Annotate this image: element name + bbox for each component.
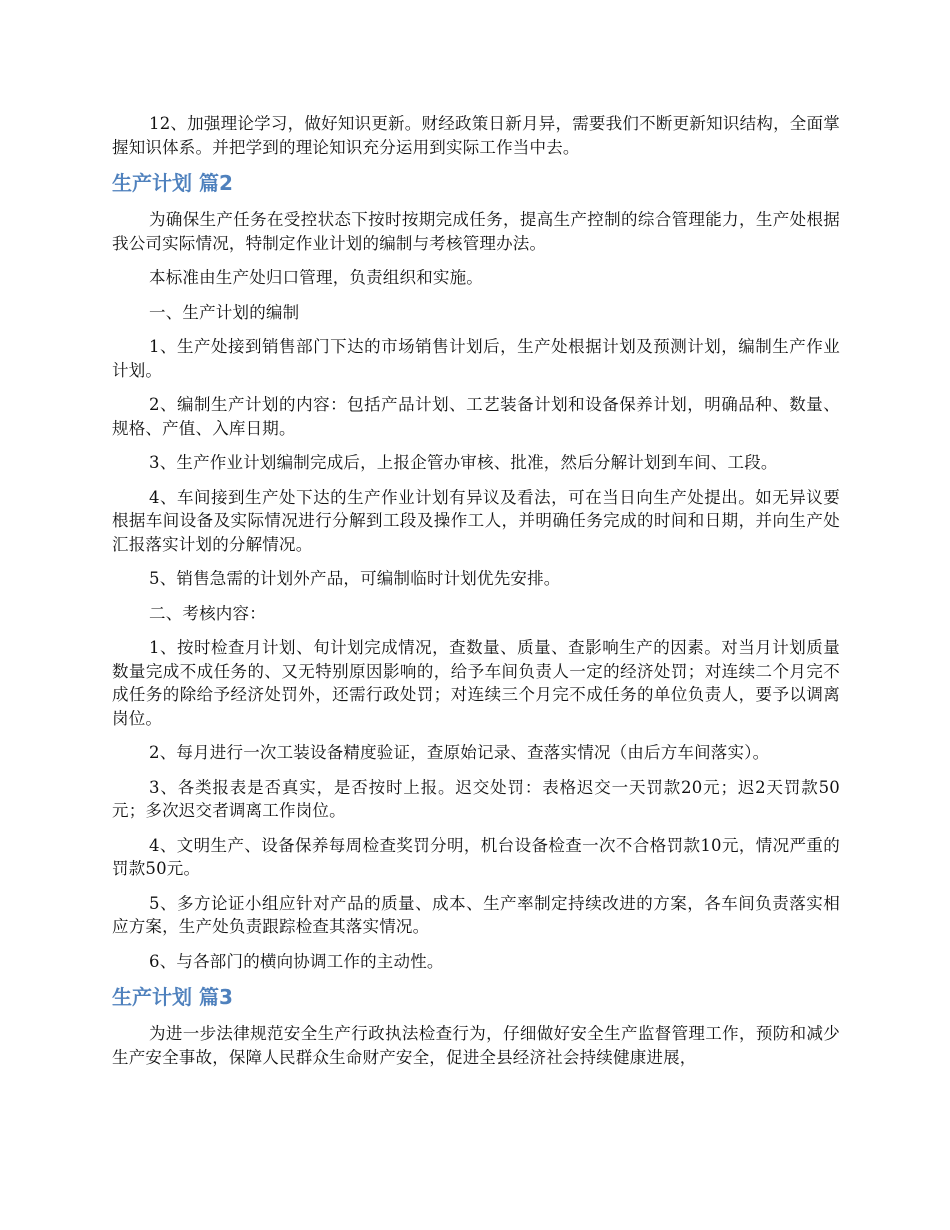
paragraph: 为进一步法律规范安全生产行政执法检查行为，仔细做好安全生产监督管理工作，预防和减少生产安全事故，保障人民群众生命财产安全，促进全县经济社会持续健康进展，	[112, 1024, 840, 1067]
paragraph: 为确保生产任务在受控状态下按时按期完成任务，提高生产控制的综合管理能力，生产处根据我公司实际情况，特制定作业计划的编制与考核管理办法。	[112, 210, 840, 253]
paragraph: 4、文明生产、设备保养每周检查奖罚分明，机台设备检查一次不合格罚款10元，情况严重的罚款50元。	[112, 835, 840, 878]
paragraph: 6、与各部门的横向协调工作的主动性。	[149, 951, 444, 971]
paragraph: 2、编制生产计划的内容：包括产品计划、工艺装备计划和设备保养计划，明确品种、数量、规格、产值、入库日期。	[112, 395, 840, 438]
paragraph: 本标准由生产处归口管理，负责组织和实施。	[149, 268, 483, 287]
section-heading: 生产计划 篇2	[112, 171, 233, 195]
paragraph: 5、销售急需的计划外产品，可编制临时计划优先安排。	[149, 569, 561, 588]
paragraph: 3、各类报表是否真实，是否按时上报。迟交处罚：表格迟交一天罚款20元；迟2天罚款50元；多次迟交者调离工作岗位。	[112, 777, 840, 820]
paragraph: 1、按时检查月计划、旬计划完成情况，查数量、质量、查影响生产的因素。对当月计划质量数量完成不成任务的、又无特别原因影响的，给予车间负责人一定的经济处罚；对连续二个月完不成任务的除给予经济处罚外，还需行政处罚；对连续三个月完不成任务的单位负责人，要予以调离岗位。	[112, 638, 840, 728]
paragraph: 5、多方论证小组应针对产品的质量、成本、生产率制定持续改进的方案，各车间负责落实相应方案，生产处负责跟踪检查其落实情况。	[112, 893, 840, 936]
paragraph: 一、生产计划的编制	[149, 302, 300, 322]
paragraph: 2、每月进行一次工装设备精度验证，查原始记录、查落实情况（由后方车间落实）。	[149, 743, 770, 762]
paragraph: 1、生产处接到销售部门下达的市场销售计划后，生产处根据计划及预测计划，编制生产作业计划。	[112, 337, 840, 380]
document-page	[112, 112, 840, 1080]
paragraph: 3、生产作业计划编制完成后，上报企管办审核、批准，然后分解计划到车间、工段。	[149, 453, 778, 472]
section-heading: 生产计划 篇3	[112, 985, 233, 1009]
paragraph: 二、考核内容：	[149, 603, 266, 623]
paragraph: 12、加强理论学习，做好知识更新。财经政策日新月异，需要我们不断更新知识结构，全面掌握知识体系。并把学到的理论知识充分运用到实际工作当中去。	[112, 114, 840, 157]
paragraph: 4、车间接到生产处下达的生产作业计划有异议及看法，可在当日向生产处提出。如无异议要根据车间设备及实际情况进行分解到工段及操作工人，并明确任务完成的时间和日期，并向生产处汇报落实计划的分解情况。	[112, 487, 840, 554]
